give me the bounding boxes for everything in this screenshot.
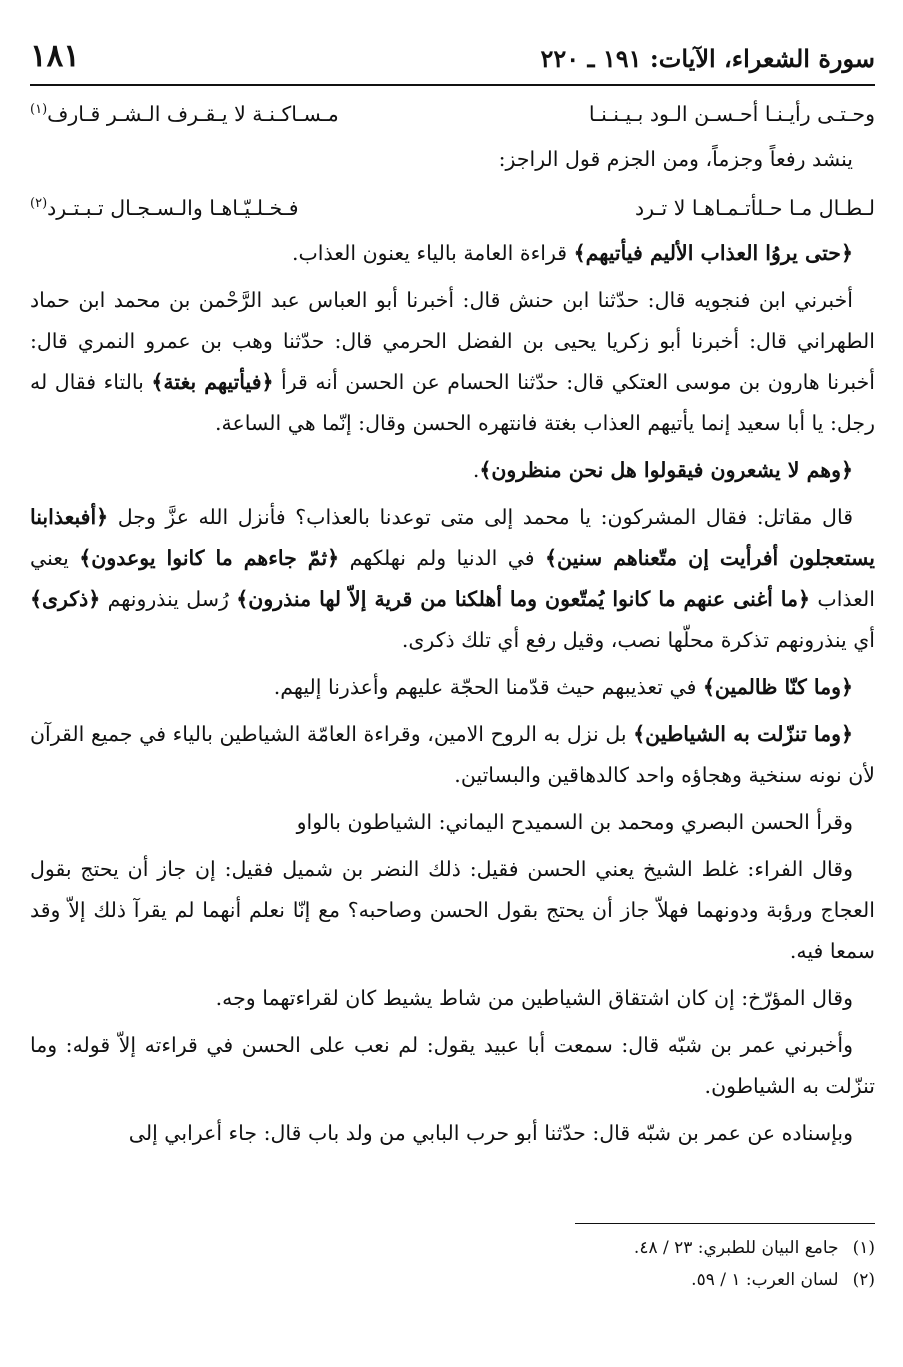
footnote-text: جامع البيان للطبري: ٢٣ / ٤٨. [633,1238,839,1258]
paragraph-5: ﴿وما كنّا ظالمين﴾ في تعذيبهم حيث قدّمنا الحجّة عليهم وأعذرنا إليهم. [273,675,853,699]
footnote-number: (١) [852,1238,875,1258]
quran-quote: ﴿ذكرى﴾ [30,587,101,611]
footnote-marker-1: (١) [30,102,48,118]
paragraph-8: وقال الفراء: غلط الشيخ يعني الحسن فقيل: ذلك النضر بن شميل فقيل: إن جاز أن يحتج بقول العجاج ورؤبة ودونهما فهلاّ جاز أن يحتج بقول الحسن وصاحبه؟ مع إنّا نعلم أنهما لم يقرآ ذلك إلاّ وقد سمعا فيه. [30,857,875,963]
verse-2-second-hemistich: فـخـلـيّـاهـا والـسـجـال تـبـتـرد$^{(٢)}$ [30,196,299,220]
paragraph-11: وبإسناده عن عمر بن شبّه قال: حدّثنا أبو حرب البابي من ولد باب قال: جاء أعرابي إلى [128,1121,853,1145]
quran-quote: ﴿وما تنزّلت به الشياطين﴾ [633,722,854,746]
paragraph-3: ﴿وهم لا يشعرون فيقولوا هل نحن منظرون﴾. [472,458,853,482]
body-text [30,92,875,1160]
quran-quote: ﴿وما كنّا ظالمين﴾ [702,675,853,699]
header-divider [30,84,875,86]
paragraph-9: وقال المؤرّخ: إن كان اشتقاق الشياطين من شاط يشيط كان لقراءتهما وجه. [215,986,853,1010]
page-number: ١٨١ [30,38,80,74]
footnote-1 [575,1232,875,1264]
page-header [30,38,875,86]
paragraph-7: وقرأ الحسن البصري ومحمد بن السميدح اليماني: الشياطون بالواو [296,810,853,834]
poetry-verse-2 [30,186,875,233]
quran-quote: ﴿أفبعذابنا يستعجلون أفرأيت إن متّعناهم سنين﴾ [30,505,875,570]
intro-line: ينشد رفعاً وجزماً، ومن الجزم قول الراجز: [498,147,853,171]
verse-1-second-hemistich: مـسـاكـنـة لا يـقـرف الـشـر قـارف$^{(١)}$ [30,102,339,126]
poetry-verse-1 [30,92,875,139]
footnote-number: (٢) [852,1270,875,1290]
verse-1-first-hemistich: وحـتـى رأيـنـا أحـسـن الـود بـيـنـنـا [588,102,875,126]
footnote-2 [575,1264,875,1296]
verse-2-first-hemistich: لـطـال مـا حـلأتـمـاهـا لا تـرد [635,196,875,220]
quran-quote: ﴿فيأتيهم بغتة﴾ [151,370,274,394]
paragraph-10: وأخبرني عمر بن شبّه قال: سمعت أبا عبيد يقول: لم نعب على الحسن في قراءته إلاّ قوله: وما تنزّلت به الشياطون. [30,1033,875,1098]
quran-quote: ﴿وهم لا يشعرون فيقولوا هل نحن منظرون﴾ [479,458,853,482]
footnote-marker-2: (٢) [30,196,48,212]
paragraph-4: قال مقاتل: فقال المشركون: يا محمد إلى متى توعدنا بالعذاب؟ فأنزل الله عزَّ وجل ﴿أفبعذابنا يستعجلون أفرأيت إن متّعناهم سنين﴾ في الدنيا ولم نهلكهم ﴿ثمّ جاءهم ما كانوا يوعدون﴾ يعني العذاب ﴿ما أغنى عنهم ما كانوا يُمتّعون وما أهلكنا من قرية إلاّ لها منذرون﴾ رُسل ينذرونهم ﴿ذكرى﴾ أي ينذرونهم تذكرة محلّها نصب، وقيل رفع أي تلك ذكرى. [30,505,875,652]
quran-quote: ﴿حتى يروُا العذاب الأليم فيأتيهم﴾ [573,241,853,265]
paragraph-6: ﴿وما تنزّلت به الشياطين﴾ بل نزل به الروح الامين، وقراءة العامّة الشياطين بالياء في جميع القرآن لأن نونه سنخية وهجاؤه واحد كالدهاقين والبساتين. [30,722,875,787]
quran-quote: ﴿ما أغنى عنهم ما كانوا يُمتّعون وما أهلكنا من قرية إلاّ لها منذرون﴾ [236,587,811,611]
footnote-text: لسان العرب: ١ / ٥٩. [691,1270,839,1290]
quran-quote: ﴿ثمّ جاءهم ما كانوا يوعدون﴾ [79,546,340,570]
paragraph-2: أخبرني ابن فنجويه قال: حدّثنا ابن حنش قال: أخبرنا أبو العباس عبد الرَّحْمن بن محمد ابن حماد الطهراني قال: أخبرنا أبو زكريا يحيى بن الفضل الحرمي قال: حدّثنا وهب بن عمرو النمري قال: أخبرنا هارون بن موسى العتكي قال: حدّثنا الحسام عن الحسن أنه قرأ ﴿فيأتيهم بغتة﴾ بالتاء فقال له رجل: يا أبا سعيد إنما يأتيهم العذاب بغتة فانتهره الحسن وقال: إنّما هي الساعة. [30,288,875,435]
header-title: سورة الشعراء، الآيات: ١٩١ ـ ٢٢٠ [540,44,875,73]
paragraph-1: ﴿حتى يروُا العذاب الأليم فيأتيهم﴾ قراءة العامة بالياء يعنون العذاب. [291,241,853,265]
footnotes [575,1223,875,1296]
